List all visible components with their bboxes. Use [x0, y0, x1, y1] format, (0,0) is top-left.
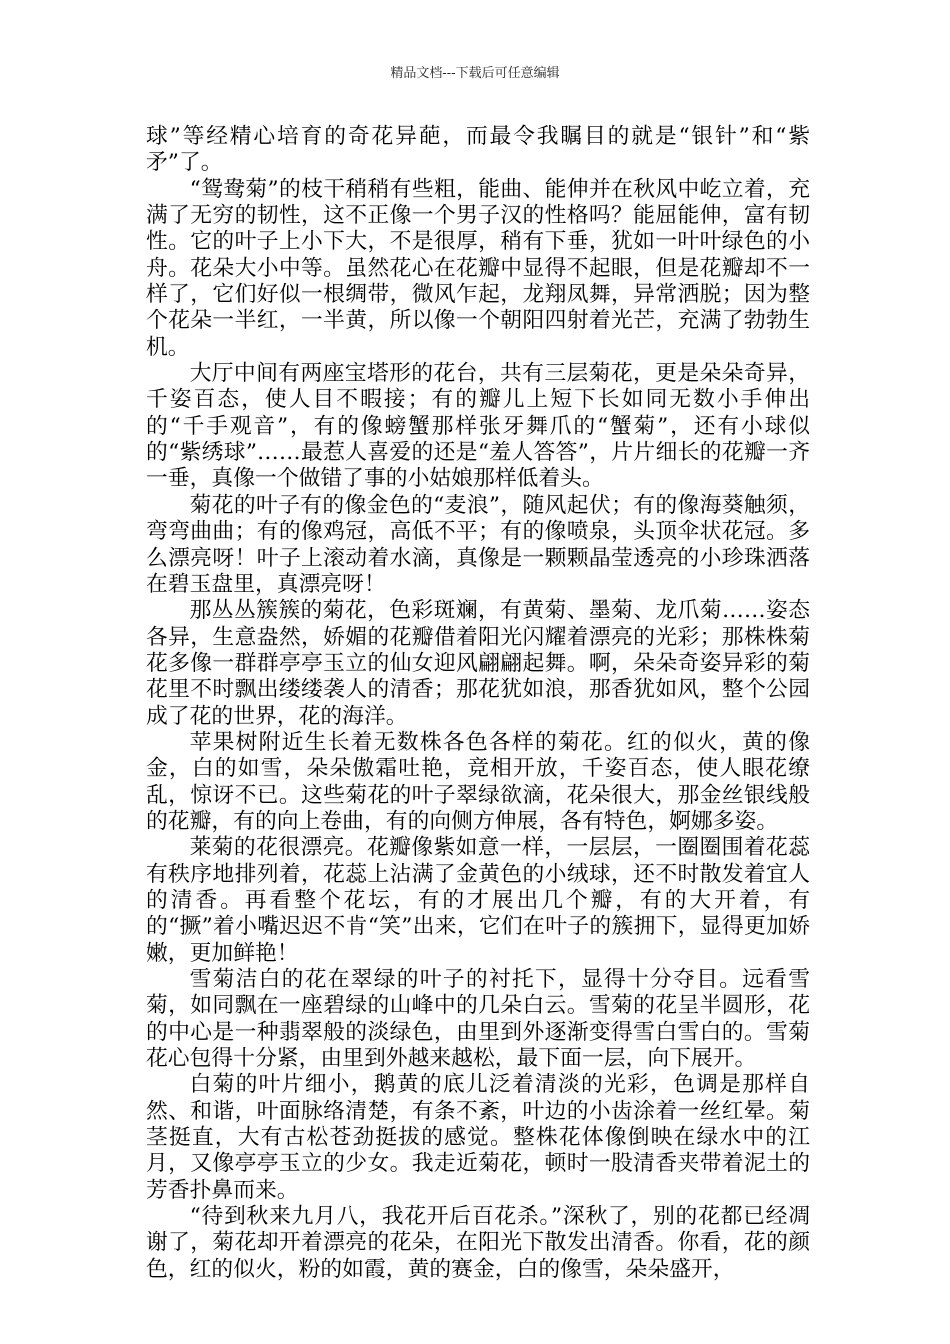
paragraph-8: 雪菊洁白的花在翠绿的叶子的衬托下，显得十分夺目。远看雪菊，如同飘在一座碧绿的山峰中的几朵白云。雪菊的花呈半圆形，花的中心是一种翡翠般的淡绿色，由里到外逐渐变得雪白雪白的。雪菊花心包得十分紧，由里到外越来越松，最下面一层，向下展开。	[146, 967, 810, 1072]
paragraph-2: “鸳鸯菊”的枝干稍稍有些粗，能曲、能伸并在秋风中屹立着，充满了无穷的韧性，这不正像一个男子汉的性格吗？能屈能伸，富有韧性。它的叶子上小下大，不是很厚，稍有下垂，犹如一叶叶绿色的小舟。花朵大小中等。虽然花心在花瓣中显得不起眼，但是花瓣却不一样了，它们好似一根绸带，微风乍起，龙翔凤舞，异常洒脱；因为整个花朵一半红，一半黄，所以像一个朝阳四射着光芒，充满了勃勃生机。	[146, 176, 810, 360]
paragraph-1: 球”等经精心培育的奇花异葩，而最令我瞩目的就是“银针”和“紫矛”了。	[146, 124, 810, 176]
paragraph-3: 大厅中间有两座宝塔形的花台，共有三层菊花，更是朵朵奇异，千姿百态，使人目不暇接；有的瓣儿上短下长如同无数小手伸出的“千手观音”，有的像螃蟹那样张牙舞爪的“蟹菊”，还有小球似的“紫绣球”……最惹人喜爱的还是“羞人答答”，片片细长的花瓣一齐一垂，真像一个做错了事的小姑娘那样低着头。	[146, 361, 810, 492]
paragraph-5: 那丛丛簇簇的菊花，色彩斑斓，有黄菊、墨菊、龙爪菊……姿态各异，生意盎然，娇媚的花瓣借着阳光闪耀着漂亮的光彩；那株株菊花多像一群群亭亭玉立的仙女迎风翩翩起舞。啊，朵朵奇姿异彩的菊花里不时飘出缕缕袭人的清香；那花犹如浪，那香犹如风，整个公园成了花的世界，花的海洋。	[146, 598, 810, 729]
page-header: 精品文档---下载后可任意编辑	[390, 66, 560, 81]
paragraph-4: 菊花的叶子有的像金色的“麦浪”，随风起伏；有的像海葵触须，弯弯曲曲；有的像鸡冠，高低不平；有的像喷泉，头顶伞状花冠。多么漂亮呀！叶子上滚动着水滴，真像是一颗颗晶莹透亮的小珍珠洒落在碧玉盘里，真漂亮呀！	[146, 492, 810, 597]
paragraph-6: 苹果树附近生长着无数株各色各样的菊花。红的似火，黄的像金，白的如雪，朵朵傲霜吐艳，竞相开放，千姿百态，使人眼花缭乱，惊讶不已。这些菊花的叶子翠绿欲滴，花朵很大，那金丝银线般的花瓣，有的向上卷曲，有的向侧方伸展，各有特色，婀娜多姿。	[146, 729, 810, 834]
paragraph-7: 莱菊的花很漂亮。花瓣像紫如意一样，一层层，一圈圈围着花蕊有秩序地排列着，花蕊上沾满了金黄色的小绒球，还不时散发着宜人的清香。再看整个花坛，有的才展出几个瓣，有的大开着，有的“撅”着小嘴迟迟不肯“笑”出来，它们在叶子的簇拥下，显得更加娇嫩，更加鲜艳！	[146, 835, 810, 966]
document-body	[146, 124, 810, 1283]
paragraph-9: 白菊的叶片细小，鹅黄的底儿泛着清淡的光彩，色调是那样自然、和谐，叶面脉络清楚，有条不紊，叶边的小齿涂着一丝红晕。菊茎挺直，大有古松苍劲挺拔的感觉。整株花体像倒映在绿水中的江月，又像亭亭玉立的少女。我走近菊花，顿时一股清香夹带着泥土的芳香扑鼻而来。	[146, 1072, 810, 1203]
paragraph-10: “待到秋来九月八，我花开后百花杀。”深秋了，别的花都已经凋谢了，菊花却开着漂亮的花朵，在阳光下散发出清香。你看，花的颜色，红的似火，粉的如霞，黄的赛金，白的像雪，朵朵盛开，	[146, 1204, 810, 1282]
